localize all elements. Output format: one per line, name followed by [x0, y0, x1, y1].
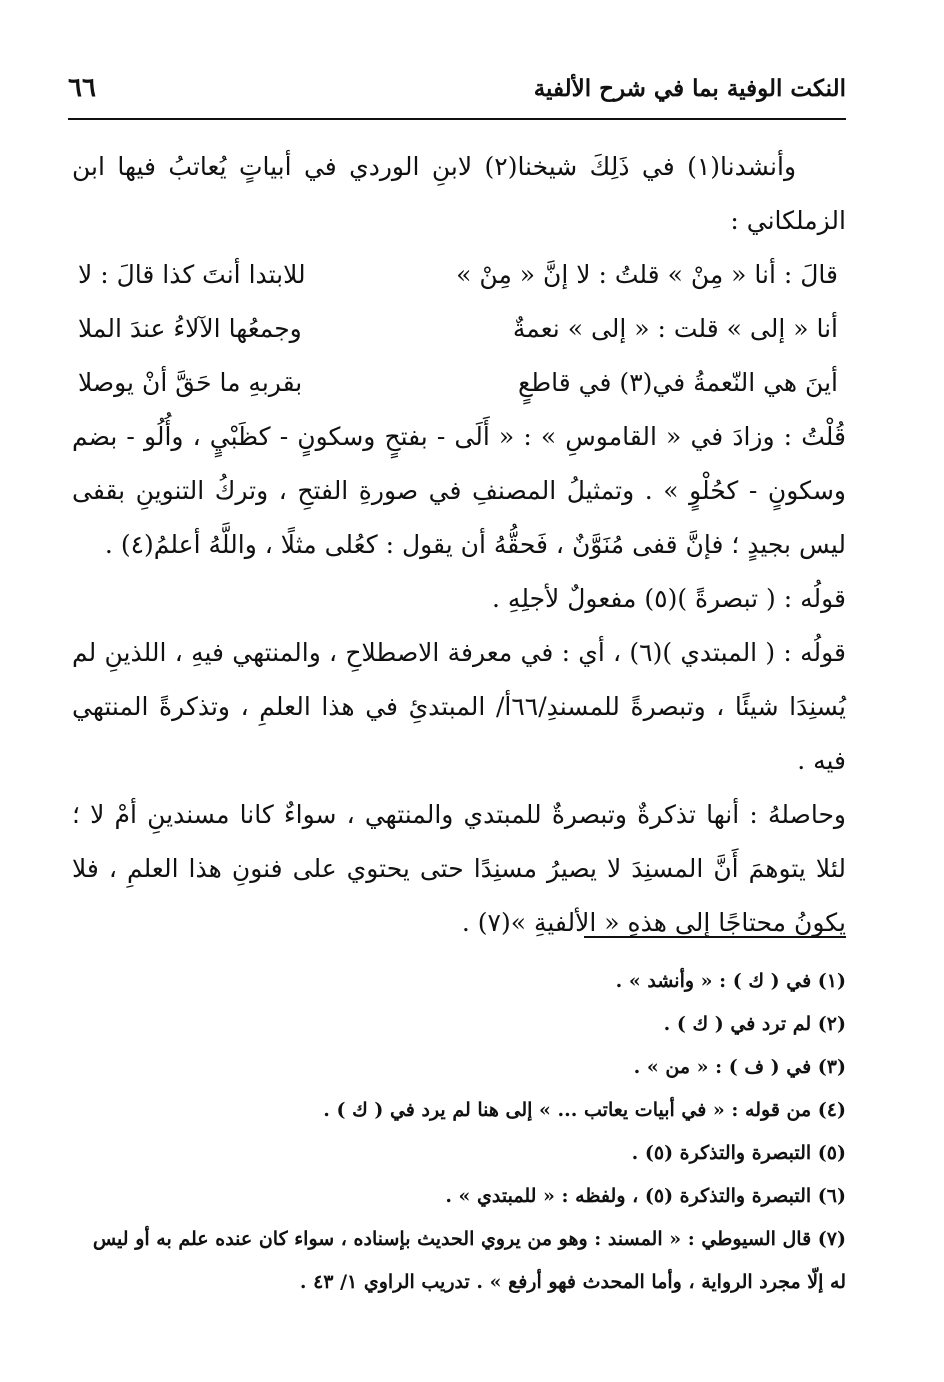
paragraph: وحاصلهُ : أنها تذكرةٌ وتبصرةٌ للمبتدي والمنتهي ، سواءٌ كانا مسندينِ أمْ لا ؛ لئلا يتوهمَ أَنَّ المسنِدَ لا يصيرُ مسنِدًا حتى يحتوي على فنونِ هذا العلمِ ، فلا يكونُ محتاجًا إلى هذهِ « الألفيةِ »(٧) . — [72, 800, 846, 937]
paragraph: وأنشدنا(١) في ذَلِكَ شيخنا(٢) لابنِ الوردي في أبياتٍ يُعاتبُ فيها ابن الزملكاني : — [72, 152, 846, 235]
footnotes — [72, 960, 846, 1304]
footnote: (٤) من قوله : « في أبيات يعاتب ... » إلى هنا لم يرد في ( ك ) . — [323, 1099, 846, 1121]
footnote: (٢) لم ترد في ( ك ) . — [663, 1013, 846, 1035]
verse-line — [72, 302, 846, 356]
page-header — [68, 66, 846, 110]
main-text — [72, 140, 846, 950]
footnote: (٧) قال السيوطي : « المسند : وهو من يروي الحديث بإسناده ، سواء كان عنده علم به أو ليس له إلّا مجرد الرواية ، وأما المحدث فهو أرفع » . تدريب الراوي ١/ ٤٣ . — [92, 1228, 846, 1293]
verse-first-hemistich: أينَ هي النّعمةُ في(٣) في قاطعٍ — [517, 368, 838, 397]
verse-line — [72, 248, 846, 302]
footnote: (٣) في ( ف ) : « من » . — [633, 1056, 846, 1078]
footnote: (١) في ( ك ) : « وأنشد » . — [615, 970, 846, 992]
verse-second-hemistich: بقربهِ ما حَقَّ أنْ يوصلا — [78, 368, 303, 397]
footnote: (٥) التبصرة والتذكرة (٥) . — [631, 1142, 846, 1164]
verse-line — [72, 356, 846, 410]
paragraph: قُلْتُ : وزادَ في « القاموسِ » : « أَلَى - بفتحٍ وسكونٍ - كظَبْيٍ ، وأُلُو - بضم وسكونٍ - كحُلْوٍ » . وتمثيلُ المصنفِ في صورةِ الفتحِ ، وتركُ التنوينِ بقفى ليس بجيدٍ ؛ فإنَّ قفى مُنَوَّنٌ ، فَحقُّهُ أن يقول : كعُلى مثلًا ، واللَّهُ أعلمُ(٤) . — [72, 422, 846, 559]
paragraph: قولُه : ( تبصرةً )(٥) مفعولٌ لأجلِهِ . — [492, 584, 846, 613]
running-title: النكت الوفية بما في شرح الألفية — [533, 74, 846, 102]
verse-second-hemistich: وجمعُها الآلاءُ عندَ الملا — [78, 314, 302, 343]
verse-first-hemistich: أنا « إلى » قلت : « إلى » نعمةٌ — [512, 314, 838, 343]
footnote: (٦) التبصرة والتذكرة (٥) ، ولفظه : « للمبتدي » . — [445, 1185, 846, 1207]
paragraph: قولُه : ( المبتدي )(٦) ، أي : في معرفة الاصطلاحِ ، والمنتهي فيهِ ، اللذينِ لم يُسنِدَا شيئًا ، وتبصرةً للمسندِ/٦٦أ/ المبتدئِ في هذا العلمِ ، وتذكرةً المنتهي فيه . — [72, 638, 847, 775]
header-divider — [68, 118, 846, 120]
footnote-separator — [584, 936, 846, 938]
page-number: ٦٦ — [68, 73, 96, 103]
verse-first-hemistich: قالَ : أنا « مِنْ » قلتُ : لا إنَّ « مِنْ » — [456, 260, 838, 289]
verse-second-hemistich: للابتدا أنتَ كذا قالَ : لا — [78, 260, 306, 289]
